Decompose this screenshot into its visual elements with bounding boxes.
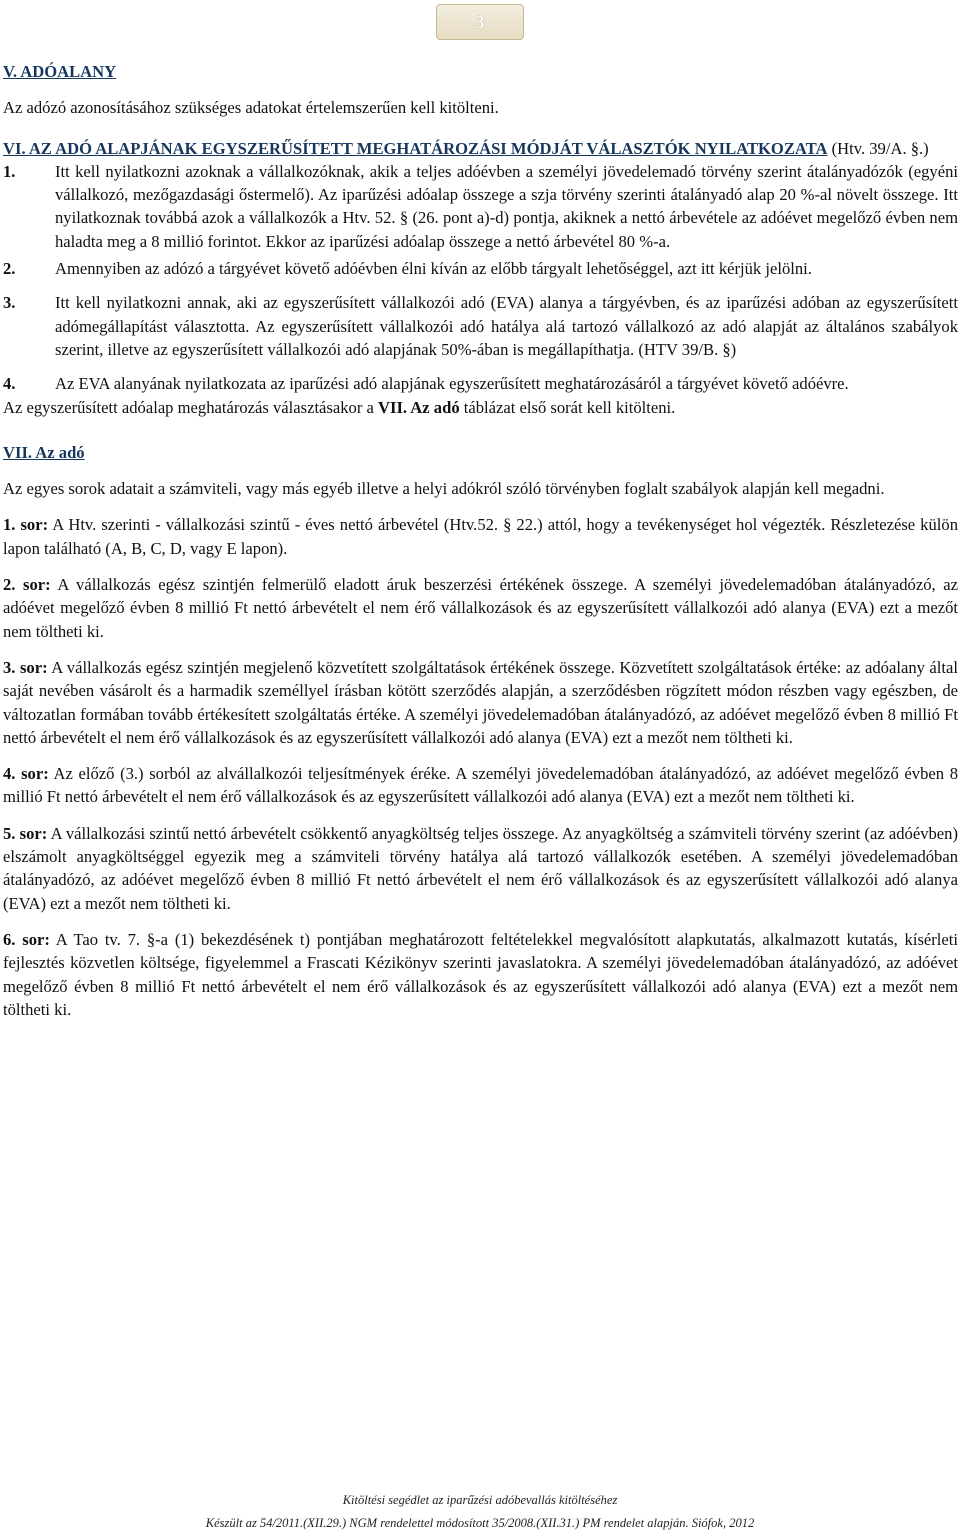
footer-line-2: Készült az 54/2011.(XII.29.) NGM rendelettel módosított 35/2008.(XII.31.) PM rendelet alapján. Siófok, 2012 <box>205 1516 755 1530</box>
vi-item-text: Itt kell nyilatkozni annak, aki az egyszerűsített vállalkozói adó (EVA) alanya a tárgyévben, és az iparűzési adóban az egyszerűsített adómegállapítást választotta. Az egyszerűsített vállalkozói adó hatálya alá tartozó vállalkozó az adó alapját az általános szabályok szerint, illetve az egyszerűsített vállalkozói adó alapjának 50%-ában is megállapíthatja. (HTV 39/B. §) <box>55 293 958 359</box>
row-label: 2. sor: <box>3 575 51 595</box>
row-text: A Htv. szerinti - vállalkozási szintű - éves nettó árbevétel (Htv.52. § 22.) attól, hogy a tevékenységet hol végezték. Részletezése külön lapon található (A, B, C, D, vagy E lapon). <box>3 515 958 558</box>
row-text: A vállalkozás egész szintjén megjelenő közvetített szolgáltatások értékének összege. Közvetített szolgáltatások értéke: az adóalany által saját nevében vásárolt és a harmadik személlyel írásban kötött szerződés alapján, a szerződésben rögzített módon részben vagy egészben, de változatlan formában tovább értékesített szolgáltatás értéke. A személyi jövedelemadóban átalányadózó, az adóévet megelőző évben 8 millió Ft nettó árbevételt el nem érő vállalkozások és az egyszerűsített vállalkozói adó alanya (EVA) ezt a mezőt nem töltheti ki. <box>3 657 958 747</box>
vi-item-1 <box>3 160 958 253</box>
vi-item-number: 3. <box>3 293 16 313</box>
vi-item-text: Amennyiben az adózó a tárgyévet követő adóévben élni kíván az előbb tárgyalt lehetőséggel, azt itt kérjük jelölni. <box>55 259 812 279</box>
vii-row-4 <box>3 762 958 809</box>
vi-item-number: 1. <box>3 161 16 181</box>
footer-line-1: Kitöltési segédlet az iparűzési adóbevallás kitöltéséhez <box>342 1493 618 1507</box>
vi-item-2 <box>3 257 958 280</box>
vi-item-number: 2. <box>3 259 16 279</box>
vi-note-text: Az egyszerűsített adóalap meghatározás választásakor a <box>3 397 379 417</box>
page-number-badge: 3 <box>436 4 524 40</box>
row-text: A vállalkozási szintű nettó árbevételt csökkentő anyagköltség teljes összege. Az anyagköltség a számviteli törvény szerint (az adóévben) elszámolt anyagköltséggel egyezik meg a számviteli törvény hatálya alá tartozó vállalkozók esetében. A személyi jövedelemadóban átalányadózó, az adóévet megelőző évben 8 millió Ft nettó árbevételt el nem érő vállalkozások és az egyszerűsített vállalkozói adó alanya (EVA) ezt a mezőt nem töltheti ki. <box>3 823 958 913</box>
row-label: 3. sor: <box>3 657 48 677</box>
vi-note-text-end: táblázat első sorát kell kitölteni. <box>459 397 676 417</box>
vii-row-3 <box>3 656 958 749</box>
row-label: 4. sor: <box>3 764 49 784</box>
vii-row-2 <box>3 573 958 643</box>
row-text: Az előző (3.) sorból az alvállalkozói teljesítmények éréke. A személyi jövedelemadóban átalányadózó, az adóévet megelőző évben 8 millió Ft nettó árbevételt el nem érő vállalkozások és az egyszerűsített vállalkozói adó alanya (EVA) ezt a mezőt nem töltheti ki. <box>3 764 958 807</box>
section-v-text: Az adózó azonosításához szükséges adatokat értelemszerűen kell kitölteni. <box>3 98 499 118</box>
vi-note-ref: VII. Az adó <box>378 397 460 417</box>
vi-note <box>3 396 958 419</box>
row-text: A Tao tv. 7. §-a (1) bekezdésének t) pontjában meghatározott feltételekkel megvalósított alapkutatás, alkalmazott kutatás, kísérleti fejlesztés közvetlen költsége, figyelemmel a Frascati Kézikönyv szerinti javaslatokra. A személyi jövedelemadóban átalányadózó, az adóévet megelőző évben 8 millió Ft nettó árbevételt el nem érő vállalkozások és az egyszerűsített vállalkozói adó alanya (EVA) ezt a mezőt nem töltheti ki. <box>3 929 958 1019</box>
section-vi-ref: (Htv. 39/A. §.) <box>827 138 929 158</box>
section-vi-heading: VI. AZ ADÓ ALAPJÁNAK EGYSZERŰSÍTETT MEGHATÁROZÁSI MÓDJÁT VÁLASZTÓK NYILATKOZATA <box>3 138 828 158</box>
vi-item-text: Itt kell nyilatkozni azoknak a vállalkozóknak, akik a teljes adóévben a személyi jövedelemadó törvény szerint átalányadózók (egyéni vállalkozó, mezőgazdasági őstermelő). Az iparűzési adóalap összege a szja törvény szerinti átalányadó alap 20 %-al növelt összege. Itt nyilatkoznak továbbá azok a vállalkozók a Htv. 52. § (26. pont a)-d) pontja, akiknek a nettó árbevétele az adóévet megelőző évben nem haladta meg a 8 millió forintot. Ekkor az iparűzési adóalap összege a nettó árbevétel 80 %-a. <box>55 161 958 251</box>
vi-item-number: 4. <box>3 374 16 394</box>
section-vii-title: VII. Az adó <box>3 442 85 462</box>
vii-row-1 <box>3 513 958 560</box>
vii-row-6 <box>3 928 958 1021</box>
row-label: 6. sor: <box>3 929 50 949</box>
vii-row-5 <box>3 822 958 915</box>
section-vii-intro: Az egyes sorok adatait a számviteli, vagy más egyéb illetve a helyi adókról szóló törvényben foglalt szabályok alapján kell megadni. <box>3 479 885 499</box>
vi-item-text: Az EVA alanyának nyilatkozata az iparűzési adó alapjának egyszerűsített meghatározásáról a tárgyévet követő adóévre. <box>55 374 849 394</box>
section-vi-title <box>3 137 958 160</box>
document-body <box>3 60 958 1021</box>
section-v-title: V. ADÓALANY <box>3 62 117 81</box>
row-text: A vállalkozás egész szintjén felmerülő eladott áruk beszerzési értékének összege. A személyi jövedelemadóban átalányadózó, az adóévet megelőző évben 8 millió Ft nettó árbevételt el nem érő vállalkozások és az egyszerűsített vállalkozói adó alanya (EVA) ezt a mezőt nem töltheti ki. <box>3 575 958 641</box>
vi-item-4 <box>3 372 958 395</box>
row-label: 1. sor: <box>3 515 49 535</box>
row-label: 5. sor: <box>3 823 48 843</box>
vi-item-3 <box>3 291 958 361</box>
